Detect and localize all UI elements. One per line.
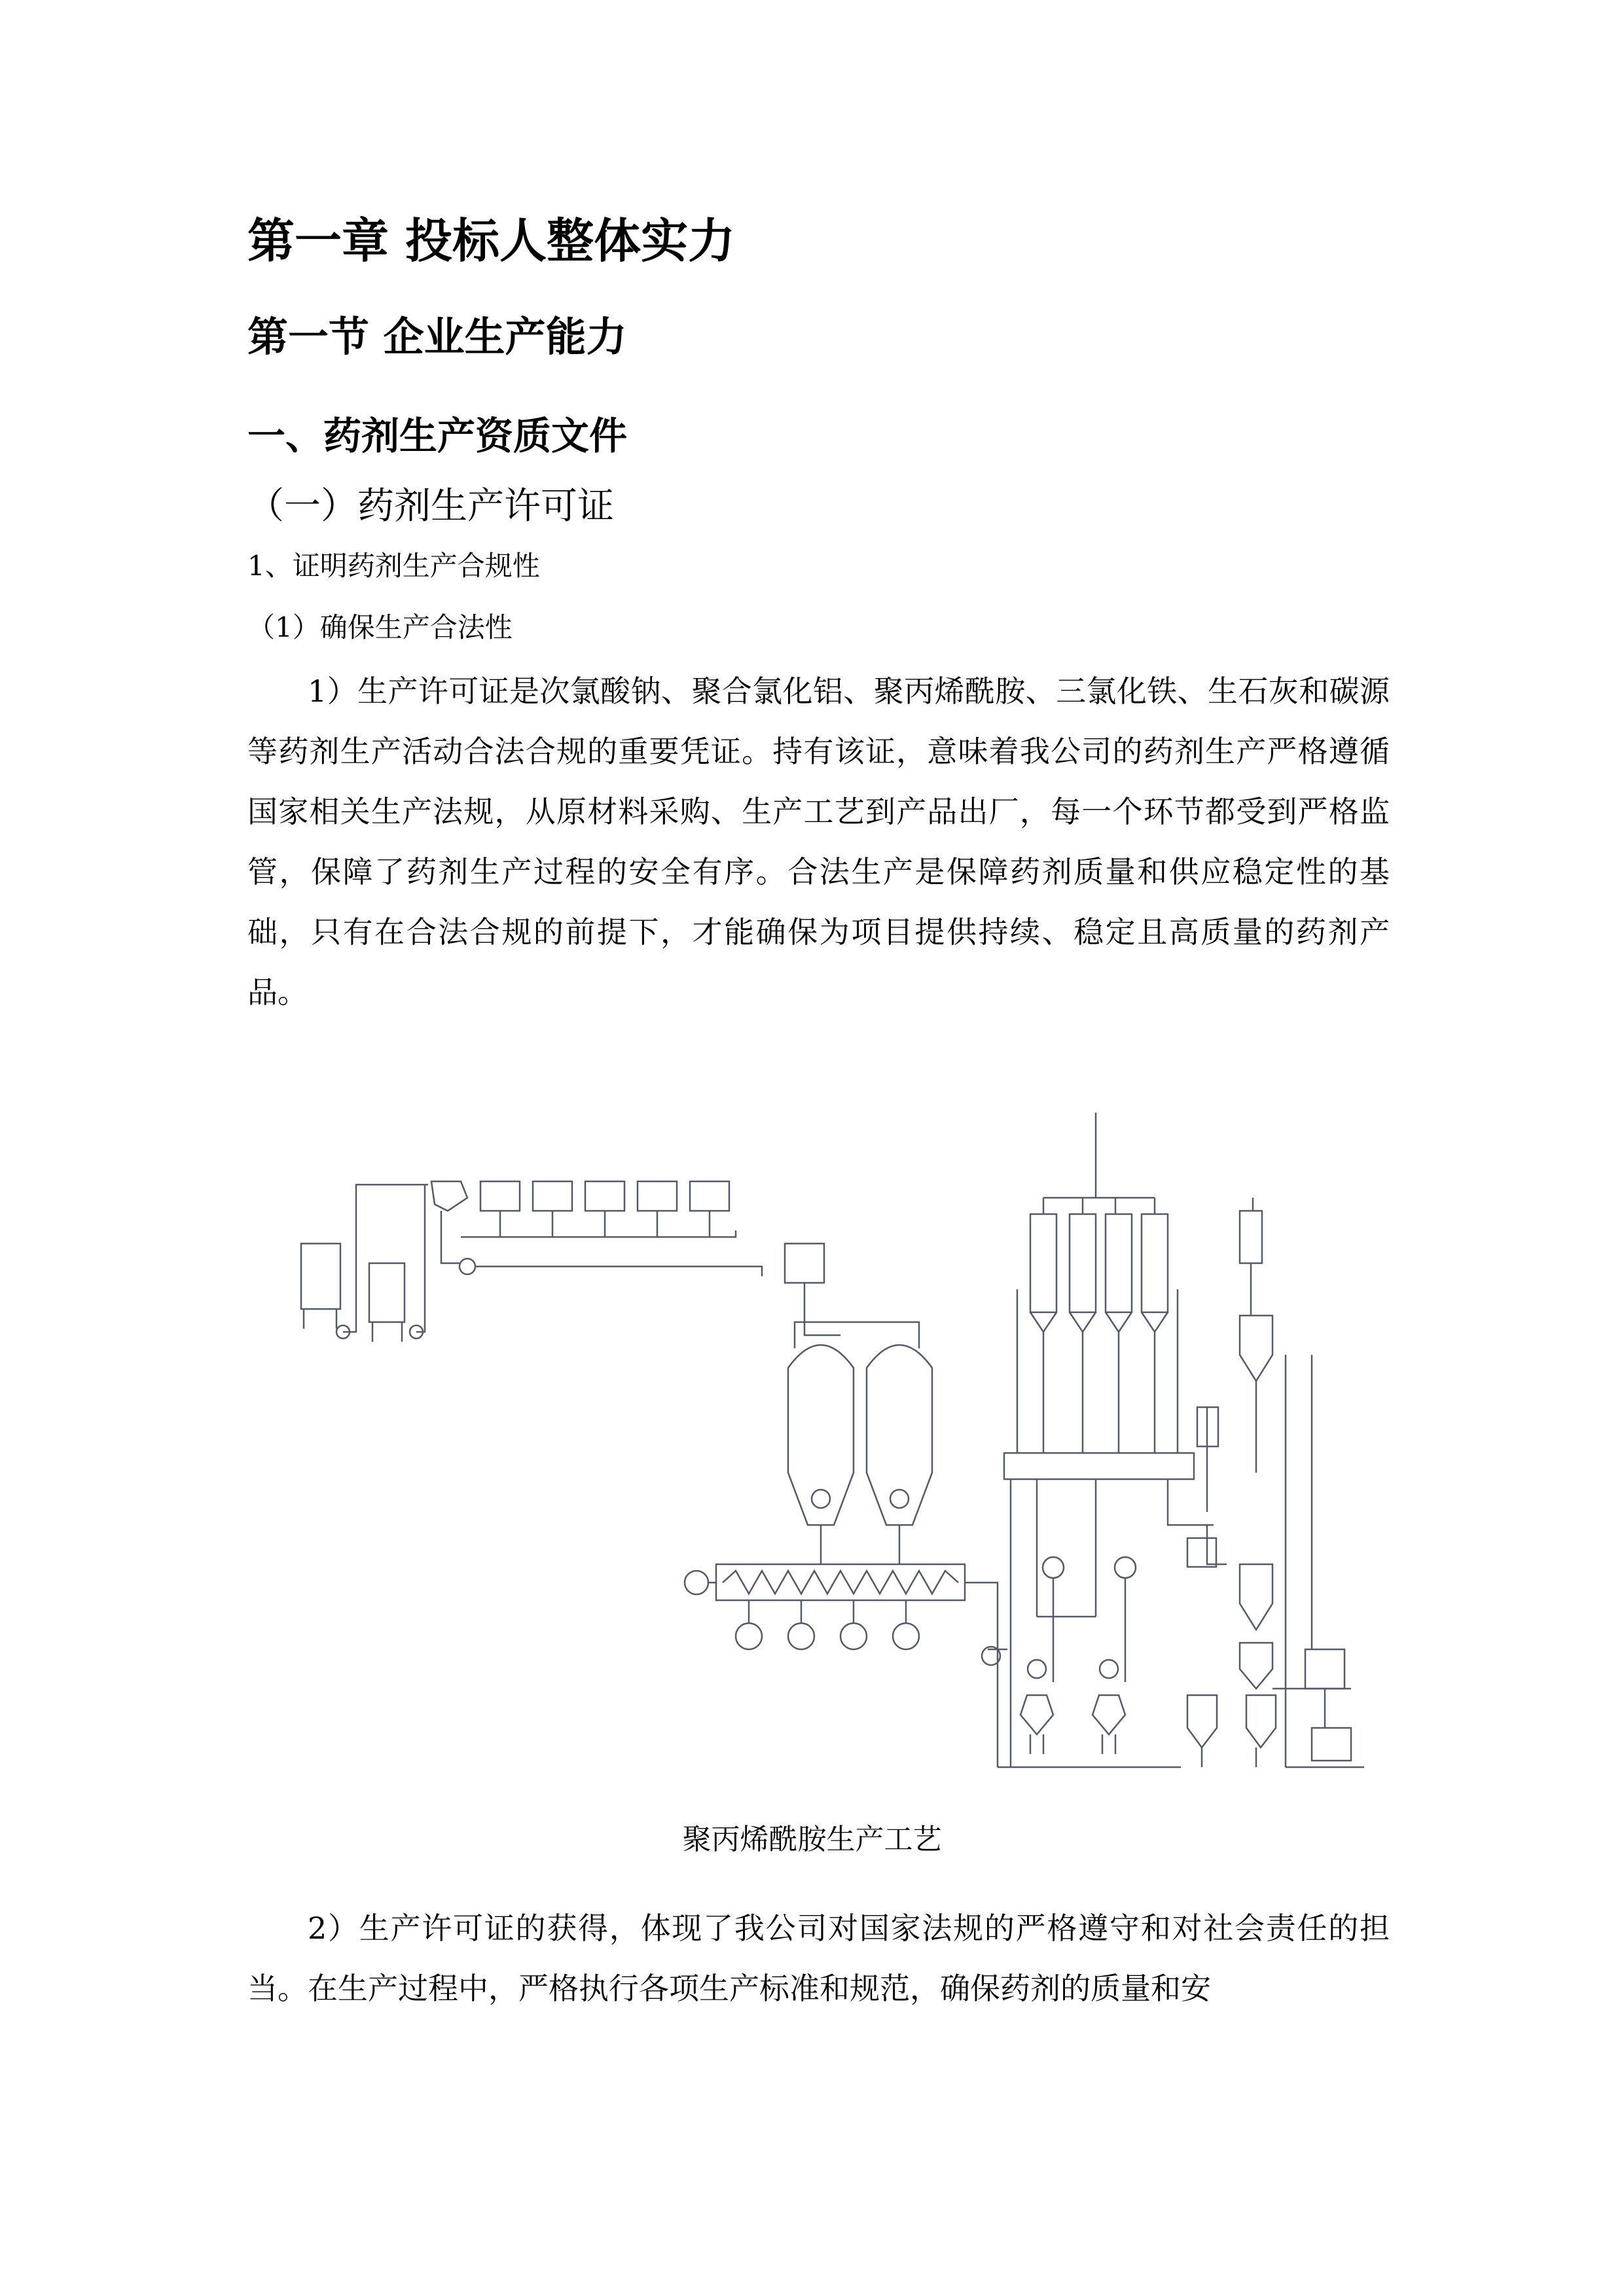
section-title: 第一节 企业生产能力 (247, 313, 627, 361)
heading-level-3: 1、证明药剂生产合规性 (247, 550, 540, 582)
body-paragraph-2: 2）生产许可证的获得，体现了我公司对国家法规的严格遵守和对社会责任的担当。在生产过程中，严格执行各项生产标准和规范，确保药剂的质量和安 (247, 1910, 1390, 2006)
figure-caption: 聚丙烯酰胺生产工艺 (682, 1823, 942, 1856)
body-paragraph-1: 1）生产许可证是次氯酸钠、聚合氯化铝、聚丙烯酰胺、三氯化铁、生石灰和碳源等药剂生产活动合法合规的重要凭证。持有该证，意味着我公司的药剂生产严格遵循国家相关生产法规，从原材料采购、生产工艺到产品出厂，每一个环节都受到严格监管，保障了药剂生产过程的安全有序。合法生产是保障药剂质量和供应稳定性的基础，只有在合法合规的前提下，才能确保为项目提供持续、稳定且高质量的药剂产品。 (247, 673, 1390, 1010)
chapter-title: 第一章 投标人整体实力 (247, 213, 736, 268)
process-flow-diagram (264, 1106, 1364, 1793)
heading-level-1: 一、药剂生产资质文件 (247, 414, 628, 458)
heading-level-2: （一）药剂生产许可证 (247, 485, 614, 528)
heading-level-4: （1）确保生产合法性 (247, 611, 513, 643)
